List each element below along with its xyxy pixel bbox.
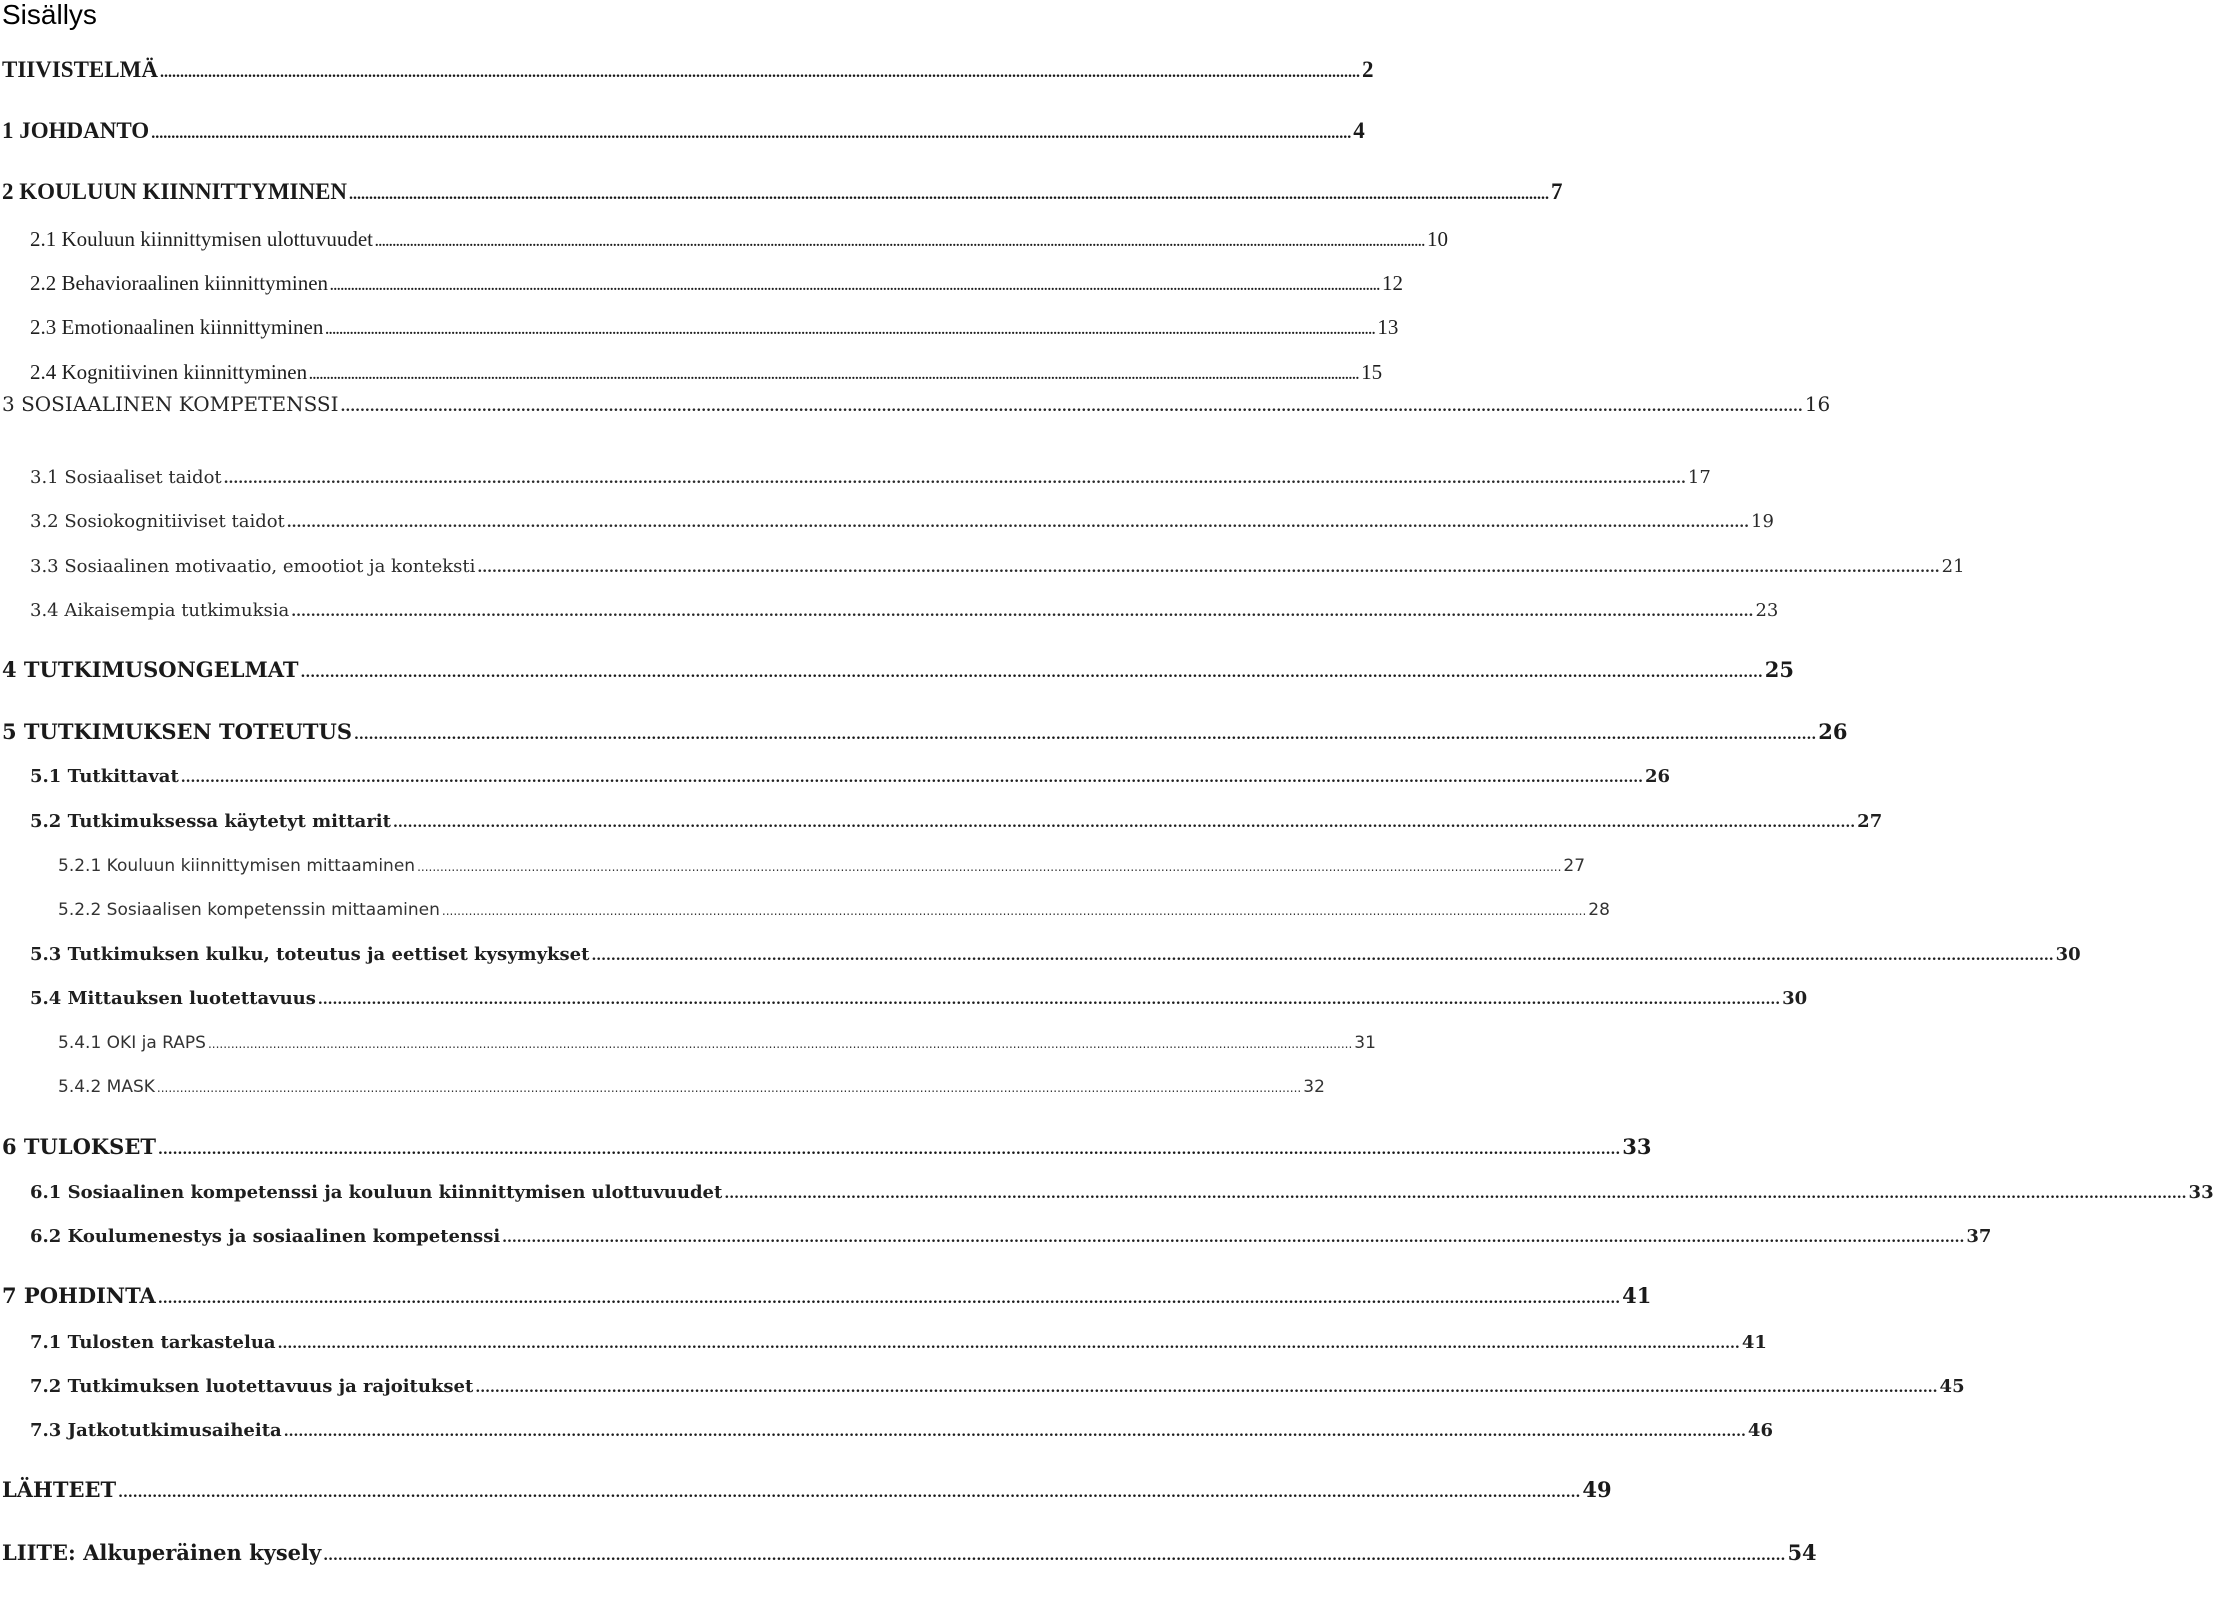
toc-leader-dots: ............................................................................................................................................................................................................................................................................................................ bbox=[157, 1142, 1621, 1158]
toc-entry-label: 5.2.1 Kouluun kiinnittymisen mittaaminen bbox=[58, 856, 416, 876]
toc-leader-dots: ............................................................................................................................................................................................................................................................................................................ bbox=[375, 235, 1425, 250]
toc-leader-dots: ............................................................................................................................................................................................................................................................................................................ bbox=[118, 1485, 1581, 1501]
toc-leader-dots: ............................................................................................................................................................................................................................................................................................................ bbox=[300, 665, 1763, 681]
toc-entry-page-number: 28 bbox=[1588, 900, 1610, 920]
toc-entry-label: LIITE: Alkuperäinen kysely bbox=[2, 1540, 322, 1565]
toc-entry-label: LÄHTEET bbox=[2, 1477, 117, 1502]
toc-entry-label: 3 SOSIAALINEN KOMPETENSSI bbox=[2, 392, 339, 416]
toc-entry[interactable] bbox=[0, 554, 1965, 580]
toc-entry-page-number: 26 bbox=[1644, 766, 1671, 787]
toc-entry[interactable] bbox=[0, 898, 1610, 922]
toc-entry-label: 5.3 Tutkimuksen kulku, toteutus ja eettiset kysymykset bbox=[30, 944, 590, 965]
toc-entry[interactable] bbox=[0, 55, 1374, 85]
toc-entry-page-number: 27 bbox=[1563, 856, 1586, 876]
toc-leader-dots: ............................................................................................................................................................................................................................................................................................................ bbox=[349, 186, 1550, 203]
toc-entry-label: 7.2 Tutkimuksen luotettavuus ja rajoitukset bbox=[30, 1376, 474, 1397]
toc-entry-label: 5.4.2 MASK bbox=[58, 1077, 155, 1097]
toc-entry-page-number: 7 bbox=[1551, 179, 1563, 204]
toc-entry[interactable] bbox=[0, 854, 1586, 878]
toc-entry[interactable] bbox=[0, 225, 1448, 253]
toc-entry-page-number: 23 bbox=[1755, 600, 1779, 621]
toc-leader-dots: ............................................................................................................................................................................................................................................................................................................ bbox=[277, 1336, 1740, 1352]
toc-leader-dots: ............................................................................................................................................................................................................................................................................................................ bbox=[340, 399, 1803, 415]
toc-entry[interactable] bbox=[0, 809, 1883, 835]
toc-entry-page-number: 19 bbox=[1751, 511, 1774, 532]
toc-entry-page-number: 33 bbox=[1622, 1134, 1652, 1159]
toc-entry-label: 7.1 Tulosten tarkastelua bbox=[30, 1332, 276, 1353]
toc-entry-label: 1 JOHDANTO bbox=[2, 118, 150, 143]
toc-entry-page-number: 27 bbox=[1857, 811, 1883, 832]
toc-entry-page-number: 17 bbox=[1687, 467, 1711, 488]
toc-entry-label: 7 POHDINTA bbox=[2, 1283, 156, 1308]
toc-entry-label: 3.1 Sosiaaliset taidot bbox=[30, 467, 222, 488]
toc-entry-label: 5.2 Tutkimuksessa käytetyt mittarit bbox=[30, 811, 391, 832]
toc-entry[interactable] bbox=[0, 1132, 1652, 1162]
toc-entry[interactable] bbox=[0, 655, 1794, 685]
toc-entry-page-number: 10 bbox=[1427, 227, 1448, 251]
toc-entry[interactable] bbox=[0, 465, 1711, 491]
toc-entry[interactable] bbox=[0, 942, 2081, 968]
toc-entry[interactable] bbox=[0, 358, 1383, 386]
toc-entry-page-number: 33 bbox=[2188, 1182, 2214, 1203]
toc-entry-label: 6.1 Sosiaalinen kompetenssi ja kouluun kiinnittymisen ulottuvuudet bbox=[30, 1182, 723, 1203]
toc-leader-dots: ............................................................................................................................................................................................................................................................................................................ bbox=[477, 560, 1940, 576]
toc-entry-label: 3.4 Aikaisempia tutkimuksia bbox=[30, 600, 290, 621]
toc-entry-page-number: 25 bbox=[1764, 657, 1794, 682]
toc-entry[interactable] bbox=[0, 509, 1774, 535]
toc-entry-label: 3.2 Sosiokognitiiviset taidot bbox=[30, 511, 285, 532]
toc-entry[interactable] bbox=[0, 1224, 1992, 1250]
toc-leader-dots: ............................................................................................................................................................................................................................................................................................................ bbox=[591, 948, 2054, 964]
toc-entry-page-number: 41 bbox=[1622, 1283, 1652, 1308]
toc-entry[interactable] bbox=[0, 177, 1563, 207]
toc-entry[interactable] bbox=[0, 1031, 1376, 1055]
toc-entry[interactable] bbox=[0, 1075, 1325, 1099]
toc-entry-page-number: 54 bbox=[1787, 1540, 1817, 1565]
toc-leader-dots: ............................................................................................................................................................................................................................................................................................................ bbox=[157, 1291, 1621, 1307]
toc-leader-dots: ............................................................................................................................................................................................................................................................................................................ bbox=[309, 368, 1360, 383]
toc-entry-label: 2.3 Emotionaalinen kiinnittyminen bbox=[30, 315, 324, 339]
toc-entry-page-number: 41 bbox=[1741, 1332, 1767, 1353]
toc-entry-label: TIIVISTELMÄ bbox=[2, 57, 158, 82]
toc-entry-label: 5.4 Mittauksen luotettavuus bbox=[30, 988, 316, 1009]
toc-entry[interactable] bbox=[0, 598, 1779, 624]
toc-entry-label: 2.2 Behavioraalinen kiinnittyminen bbox=[30, 271, 329, 295]
toc-leader-dots: ............................................................................................................................................................................................................................................................................................................ bbox=[724, 1186, 2187, 1202]
toc-entry-label: 7.3 Jatkotutkimusaiheita bbox=[30, 1420, 282, 1441]
toc-leader-dots: ............................................................................................................................................................................................................................................................................................................ bbox=[392, 815, 1856, 831]
toc-entry[interactable] bbox=[0, 1180, 2214, 1206]
toc-entry-label: 2 KOULUUN KIINNITTYMINEN bbox=[2, 179, 348, 204]
toc-entry-page-number: 15 bbox=[1361, 360, 1383, 384]
toc-leader-dots: ............................................................................................................................................................................................................................................................................................................ bbox=[283, 1424, 1746, 1440]
toc-entry[interactable] bbox=[0, 1475, 1612, 1505]
toc-entry[interactable] bbox=[0, 390, 1831, 418]
toc-entry-page-number: 30 bbox=[1782, 988, 1808, 1009]
toc-leader-dots: ............................................................................................................................................................................................................................................................................................................ bbox=[223, 471, 1686, 487]
toc-entry-label: 2.4 Kognitiivinen kiinnittyminen bbox=[30, 360, 308, 384]
toc-entry-page-number: 21 bbox=[1941, 556, 1965, 577]
toc-entry[interactable] bbox=[0, 269, 1404, 297]
toc-entry-label: 6 TULOKSET bbox=[2, 1134, 156, 1159]
toc-entry-label: 5.4.1 OKI ja RAPS bbox=[58, 1033, 206, 1053]
toc-entry-label: 5 TUTKIMUKSEN TOTEUTUS bbox=[2, 719, 353, 744]
toc-leader-dots: ............................................................................................................................................................................................................................................................................................................ bbox=[475, 1380, 1938, 1396]
toc-entry-page-number: 45 bbox=[1939, 1376, 1965, 1397]
toc-leader-dots: ............................................................................................................................................................................................................................................................................................................ bbox=[323, 1548, 1786, 1564]
toc-entry[interactable] bbox=[0, 1374, 1965, 1400]
toc-entry-page-number: 49 bbox=[1582, 1477, 1612, 1502]
toc-entry-page-number: 4 bbox=[1353, 118, 1365, 143]
toc-leader-dots: ............................................................................................................................................................................................................................................................................................................ bbox=[317, 992, 1781, 1008]
toc-entry[interactable] bbox=[0, 1418, 1773, 1444]
toc-leader-dots: ............................................................................................................................................................................................................................................................................................................ bbox=[156, 1081, 1302, 1095]
toc-entry-page-number: 16 bbox=[1804, 392, 1831, 416]
toc-entry[interactable] bbox=[0, 986, 1808, 1012]
toc-entry-label: 4 TUTKIMUSONGELMAT bbox=[2, 657, 299, 682]
toc-leader-dots: ............................................................................................................................................................................................................................................................................................................ bbox=[441, 904, 1587, 918]
page-title: Sisällys bbox=[2, 0, 97, 30]
toc-entry[interactable] bbox=[0, 313, 1399, 341]
toc-leader-dots: ............................................................................................................................................................................................................................................................................................................ bbox=[159, 64, 1360, 81]
toc-entry-label: 5.1 Tutkittavat bbox=[30, 766, 179, 787]
toc-entry-page-number: 2 bbox=[1361, 57, 1374, 82]
toc-entry[interactable] bbox=[0, 116, 1365, 146]
toc-entry-page-number: 30 bbox=[2055, 944, 2081, 965]
toc-entry[interactable] bbox=[0, 1281, 1652, 1311]
toc-entry[interactable] bbox=[0, 764, 1671, 790]
toc-leader-dots: ............................................................................................................................................................................................................................................................................................................ bbox=[291, 604, 1754, 620]
toc-leader-dots: ............................................................................................................................................................................................................................................................................................................ bbox=[417, 860, 1562, 874]
toc-entry-label: 2.1 Kouluun kiinnittymisen ulottuvuudet bbox=[30, 227, 373, 251]
toc-leader-dots: ............................................................................................................................................................................................................................................................................................................ bbox=[180, 770, 1643, 786]
toc-entry[interactable] bbox=[0, 1538, 1817, 1568]
toc-entry-page-number: 37 bbox=[1966, 1226, 1992, 1247]
toc-entry[interactable] bbox=[0, 717, 1848, 747]
toc-entry-page-number: 12 bbox=[1382, 271, 1404, 295]
toc-entry-label: 3.3 Sosiaalinen motivaatio, emootiot ja konteksti bbox=[30, 556, 476, 577]
toc-leader-dots: ............................................................................................................................................................................................................................................................................................................ bbox=[325, 323, 1376, 338]
toc-leader-dots: ............................................................................................................................................................................................................................................................................................................ bbox=[286, 515, 1750, 531]
toc-entry-label: 6.2 Koulumenestys ja sosiaalinen kompetenssi bbox=[30, 1226, 501, 1247]
toc-leader-dots: ............................................................................................................................................................................................................................................................................................................ bbox=[330, 279, 1381, 294]
toc-leader-dots: ............................................................................................................................................................................................................................................................................................................ bbox=[354, 727, 1817, 743]
toc-entry-page-number: 46 bbox=[1747, 1420, 1773, 1441]
toc-entry-page-number: 32 bbox=[1303, 1077, 1325, 1097]
toc-leader-dots: ............................................................................................................................................................................................................................................................................................................ bbox=[502, 1230, 1965, 1246]
toc-entry-page-number: 13 bbox=[1377, 315, 1399, 339]
toc-leader-dots: ............................................................................................................................................................................................................................................................................................................ bbox=[151, 125, 1352, 142]
toc-entry-page-number: 26 bbox=[1818, 719, 1848, 744]
toc-entry[interactable] bbox=[0, 1330, 1767, 1356]
toc-entry-label: 5.2.2 Sosiaalisen kompetenssin mittaaminen bbox=[58, 900, 440, 920]
toc-entry-page-number: 31 bbox=[1354, 1033, 1376, 1053]
toc-leader-dots: ............................................................................................................................................................................................................................................................................................................ bbox=[207, 1037, 1353, 1051]
